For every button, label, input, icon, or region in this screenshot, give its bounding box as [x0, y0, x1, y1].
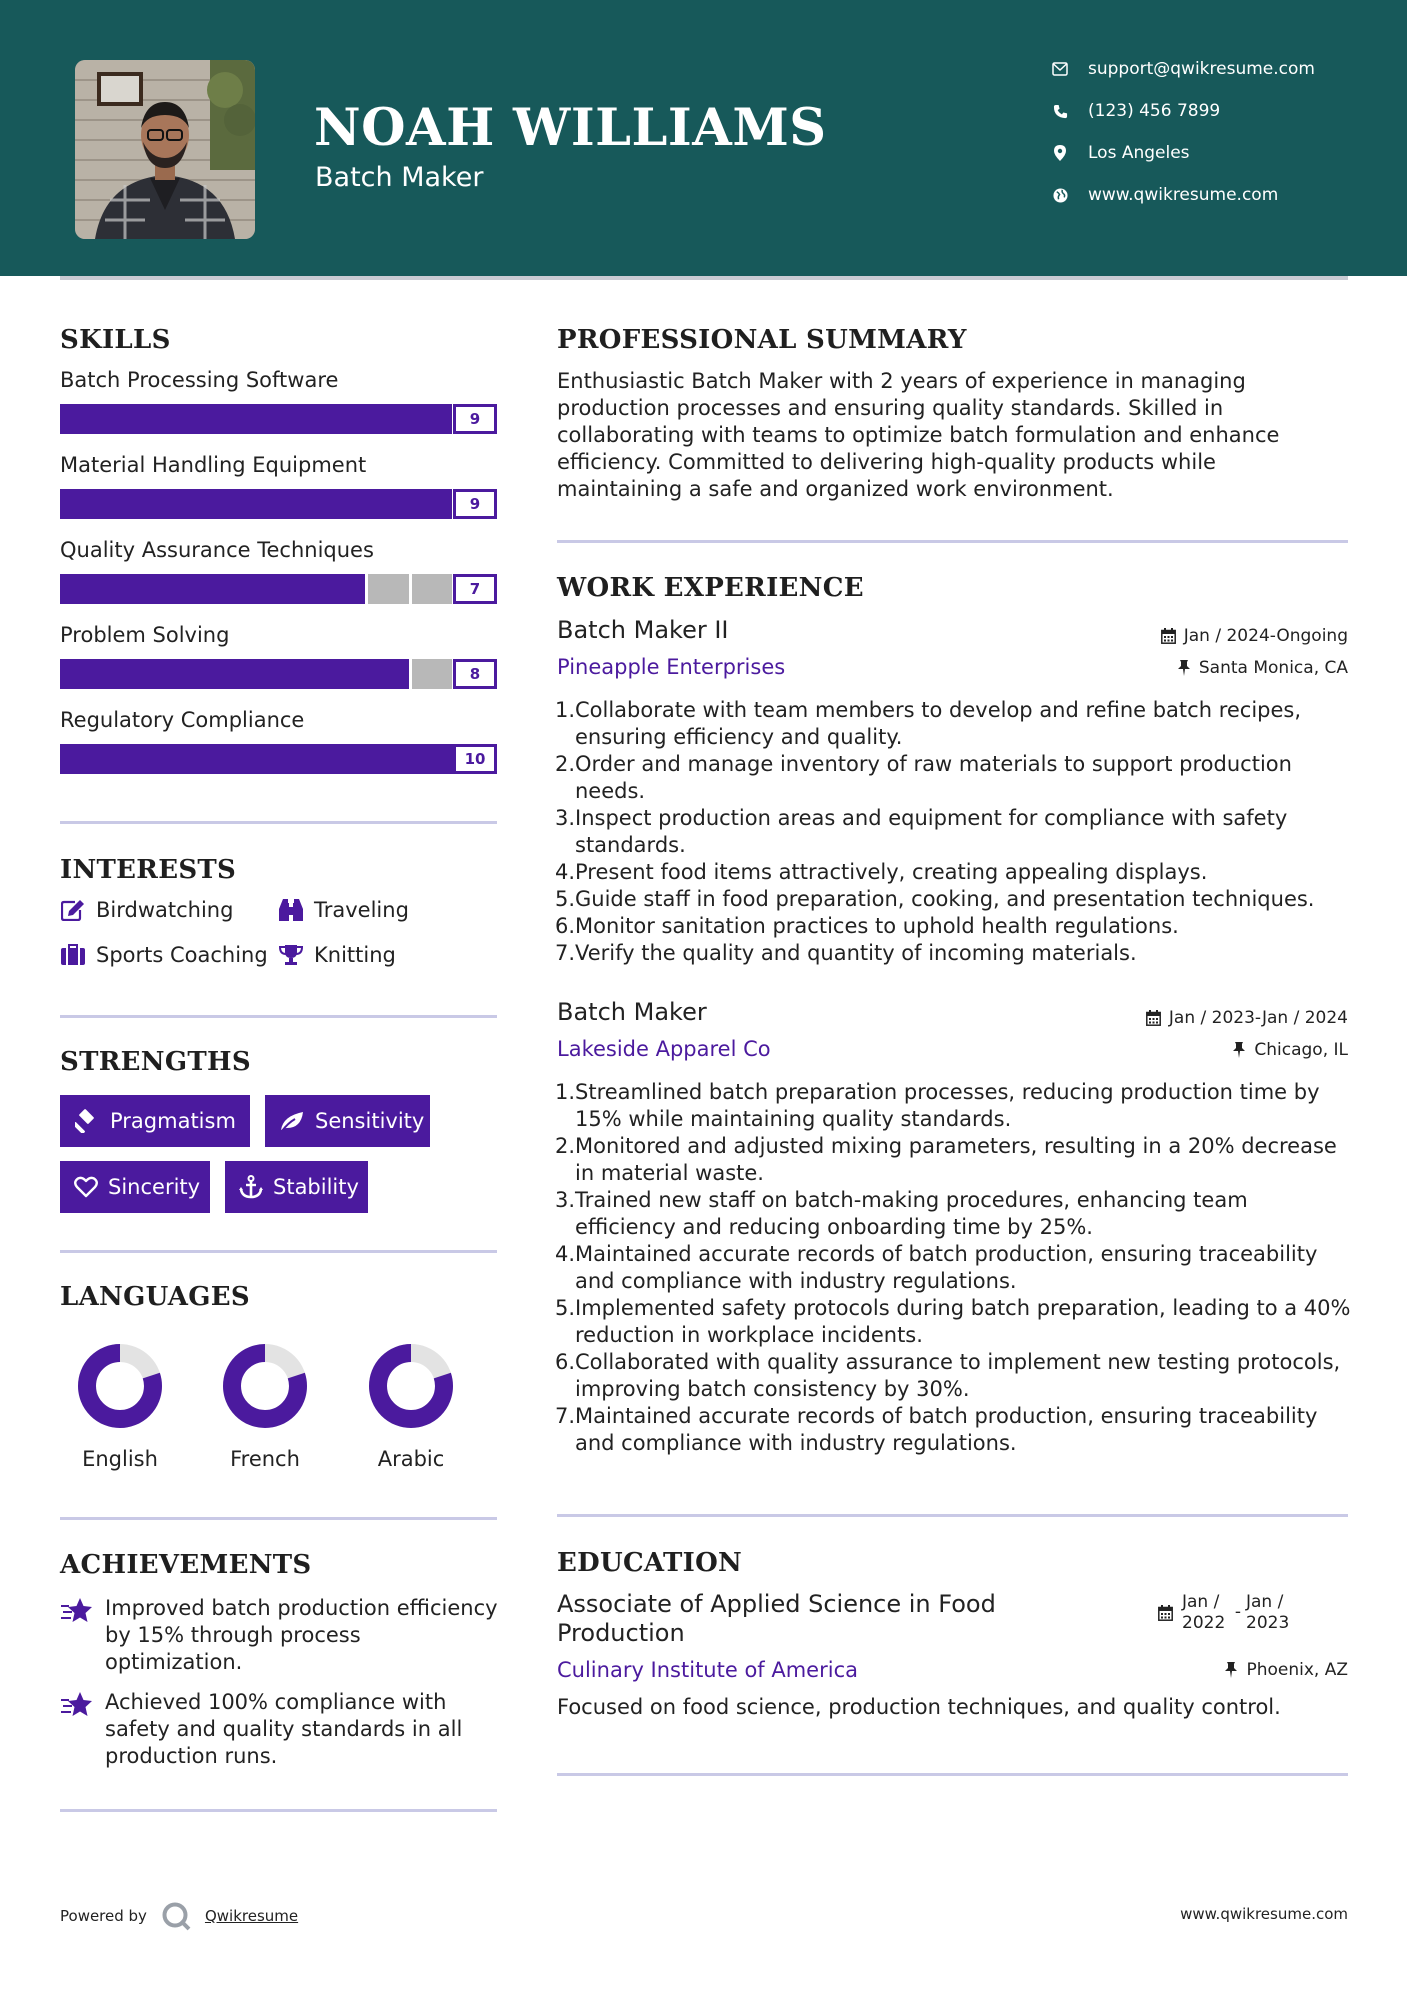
skill-label: Problem Solving — [60, 623, 230, 647]
section-divider — [557, 540, 1348, 543]
job-company: Lakeside Apparel Co — [557, 1037, 771, 1061]
interest-birdwatching — [60, 897, 233, 923]
globe-icon — [1050, 185, 1070, 205]
list-item: 5. Implemented safety protocols during batch preparation, leading to a 40% reduction in workplace incidents. — [555, 1296, 1351, 1347]
strength-label: Stability — [273, 1175, 359, 1199]
education-dates — [1158, 1592, 1294, 1634]
section-divider — [60, 1015, 497, 1018]
binoculars-icon — [278, 897, 304, 923]
candidate-title: Batch Maker — [315, 162, 484, 193]
achievement-text: Improved batch production efficiency by 15% through process optimization. — [105, 1596, 498, 1674]
interest-knitting — [278, 942, 396, 968]
candidate-name: NOAH WILLIAMS — [314, 98, 827, 158]
skill-label: Material Handling Equipment — [60, 453, 367, 477]
contact-email-text: support@qwikresume.com — [1088, 59, 1315, 79]
contact-email[interactable] — [1050, 59, 1315, 79]
list-item: 6. Collaborated with quality assurance to implement new testing protocols, improving batch consistency by 30%. — [555, 1350, 1341, 1401]
date-separator: - — [1234, 1602, 1242, 1622]
skill-level-bar — [60, 744, 497, 774]
skill-label: Regulatory Compliance — [60, 708, 305, 732]
calendar-icon — [1160, 627, 1178, 645]
achievements-heading: ACHIEVEMENTS — [60, 1550, 312, 1580]
job-responsibilities — [555, 697, 1355, 967]
language-label: French — [230, 1447, 300, 1471]
strength-badge-sincerity — [60, 1161, 210, 1213]
experience-heading: WORK EXPERIENCE — [557, 573, 864, 603]
star-award-icon — [60, 1595, 96, 1631]
job-location — [1175, 658, 1348, 678]
heart-icon — [74, 1174, 98, 1200]
interest-label: Knitting — [314, 943, 396, 967]
interest-label: Traveling — [314, 898, 409, 922]
interest-label: Sports Coaching — [96, 943, 268, 967]
education-description: Focused on food science, production techniques, and quality control. — [557, 1695, 1281, 1719]
skill-level-fill — [60, 574, 366, 604]
skill-label: Batch Processing Software — [60, 368, 339, 392]
education-location — [1222, 1660, 1348, 1680]
contact-website-text: www.qwikresume.com — [1088, 185, 1279, 205]
envelope-icon — [1050, 59, 1070, 79]
strength-badge-pragmatism — [60, 1095, 250, 1147]
section-divider — [60, 1517, 497, 1520]
job-location-text: Chicago, IL — [1254, 1040, 1348, 1060]
footer-website[interactable]: www.qwikresume.com — [1180, 1905, 1348, 1923]
powered-by-text: Powered by — [60, 1907, 147, 1925]
interests-heading: INTERESTS — [60, 855, 237, 885]
skill-level-fill — [60, 489, 453, 519]
calendar-icon — [1145, 1009, 1163, 1027]
skill-level-bar — [60, 659, 497, 689]
qwikresume-logo-icon — [161, 1901, 191, 1931]
job-location-text: Santa Monica, CA — [1198, 658, 1348, 678]
list-item: 3. Inspect production areas and equipment for compliance with safety standards. — [555, 806, 1288, 857]
skill-level-number: 9 — [453, 489, 497, 519]
achievement-text: Achieved 100% compliance with safety and quality standards in all production runs. — [105, 1690, 463, 1768]
language-proficiency-donut — [361, 1336, 461, 1436]
job-title: Batch Maker — [557, 998, 707, 1026]
summary-heading: PROFESSIONAL SUMMARY — [557, 325, 967, 355]
interest-traveling — [278, 897, 409, 923]
qwikresume-link[interactable]: Qwikresume — [204, 1907, 299, 1925]
job-date — [1160, 626, 1348, 646]
language-proficiency-donut — [70, 1336, 170, 1436]
list-item: 2. Monitored and adjusted mixing parameters, resulting in a 20% decrease in material waste. — [555, 1134, 1337, 1185]
list-item: 7. Verify the quality and quantity of incoming materials. — [555, 941, 1137, 965]
list-item: 3. Trained new staff on batch-making procedures, enhancing team efficiency and reducing onboarding time by 25%. — [555, 1188, 1248, 1239]
skill-segment-separator — [409, 659, 412, 689]
achievement-item — [60, 1689, 500, 1770]
contact-location-text: Los Angeles — [1088, 143, 1190, 163]
job-location — [1230, 1040, 1348, 1060]
header-divider — [60, 276, 1348, 280]
list-item: 2. Order and manage inventory of raw materials to support production needs. — [555, 752, 1292, 803]
education-heading: EDUCATION — [557, 1548, 743, 1578]
trophy-icon — [278, 942, 304, 968]
language-label: English — [82, 1447, 158, 1471]
skill-level-number: 9 — [453, 404, 497, 434]
education-school: Culinary Institute of America — [557, 1658, 858, 1682]
job-date — [1145, 1008, 1348, 1028]
languages-heading: LANGUAGES — [60, 1282, 250, 1312]
list-item: 4. Present food items attractively, creating appealing displays. — [555, 860, 1208, 884]
strength-label: Pragmatism — [110, 1109, 236, 1133]
contact-website[interactable] — [1050, 185, 1278, 205]
phone-icon — [1050, 101, 1070, 121]
gavel-icon — [74, 1108, 100, 1134]
list-item: 6. Monitor sanitation practices to uphold health regulations. — [555, 914, 1179, 938]
pushpin-icon — [1222, 1661, 1240, 1679]
profile-photo — [75, 60, 255, 239]
job-date-text: Jan / 2023-Jan / 2024 — [1168, 1008, 1348, 1028]
strength-badge-stability — [225, 1161, 368, 1213]
interest-label: Birdwatching — [96, 898, 234, 922]
section-divider — [557, 1514, 1348, 1517]
list-item: 1. Streamlined batch preparation processes, reducing production time by 15% while maintaining quality standards. — [555, 1080, 1320, 1131]
job-date-text: Jan / 2024-Ongoing — [1183, 626, 1348, 646]
achievement-item — [60, 1595, 500, 1676]
strength-label: Sensitivity — [315, 1109, 425, 1133]
skills-heading: SKILLS — [60, 325, 171, 355]
calendar-icon — [1158, 1592, 1182, 1634]
job-responsibilities — [555, 1079, 1355, 1457]
strengths-heading: STRENGTHS — [60, 1047, 251, 1077]
list-item: 1. Collaborate with team members to develop and refine batch recipes, ensuring efficiency and quality. — [555, 698, 1302, 749]
skill-segment-separator — [409, 574, 412, 604]
skill-segment-separator — [365, 574, 368, 604]
job-company: Pineapple Enterprises — [557, 655, 786, 679]
language-proficiency-donut — [215, 1336, 315, 1436]
strength-badge-sensitivity — [265, 1095, 430, 1147]
resume-header — [0, 0, 1407, 276]
star-award-icon — [60, 1689, 96, 1725]
summary-text: Enthusiastic Batch Maker with 2 years of experience in managing production processes and ensuring quality standards. Skilled in collaborating with teams to optimize batch formulation and enhance efficiency. Committed to delivering high-quality products while maintaining a safe and organized work environment. — [557, 369, 1280, 501]
education-degree: Associate of Applied Science in Food Production — [557, 1590, 996, 1647]
job-title: Batch Maker II — [557, 616, 729, 644]
interest-sports-coaching — [60, 942, 268, 968]
map-pin-icon — [1050, 143, 1070, 163]
contact-phone[interactable] — [1050, 101, 1220, 121]
strength-label: Sincerity — [108, 1175, 201, 1199]
list-item: 7. Maintained accurate records of batch production, ensuring traceability and compliance with industry regulations. — [555, 1404, 1318, 1455]
list-item: 5. Guide staff in food preparation, cooking, and presentation techniques. — [555, 887, 1315, 911]
section-divider — [60, 1250, 497, 1253]
skill-level-bar — [60, 404, 497, 434]
skill-level-number: 8 — [453, 659, 497, 689]
skill-level-fill — [60, 404, 453, 434]
footer-powered-by — [60, 1901, 298, 1931]
leaf-icon — [279, 1108, 305, 1134]
list-item: 4. Maintained accurate records of batch production, ensuring traceability and compliance with industry regulations. — [555, 1242, 1318, 1293]
section-divider — [60, 821, 497, 824]
skill-level-bar — [60, 489, 497, 519]
skill-level-number: 7 — [453, 574, 497, 604]
pushpin-icon — [1230, 1041, 1248, 1059]
edit-icon — [60, 897, 86, 923]
education-end-date: Jan / 2023 — [1246, 1592, 1290, 1633]
contact-phone-text: (123) 456 7899 — [1088, 101, 1221, 121]
education-location-text: Phoenix, AZ — [1246, 1660, 1348, 1680]
skill-label: Quality Assurance Techniques — [60, 538, 374, 562]
education-start-date: Jan / 2022 — [1182, 1592, 1226, 1633]
contact-location — [1050, 143, 1190, 163]
skill-level-bar — [60, 574, 497, 604]
section-divider — [60, 1809, 497, 1812]
profile-photo-image — [75, 60, 255, 239]
anchor-icon — [239, 1174, 263, 1200]
pushpin-icon — [1175, 659, 1193, 677]
section-divider — [557, 1773, 1348, 1776]
suitcase-icon — [60, 942, 86, 968]
skill-level-number: 10 — [453, 744, 497, 774]
language-label: Arabic — [377, 1447, 445, 1471]
